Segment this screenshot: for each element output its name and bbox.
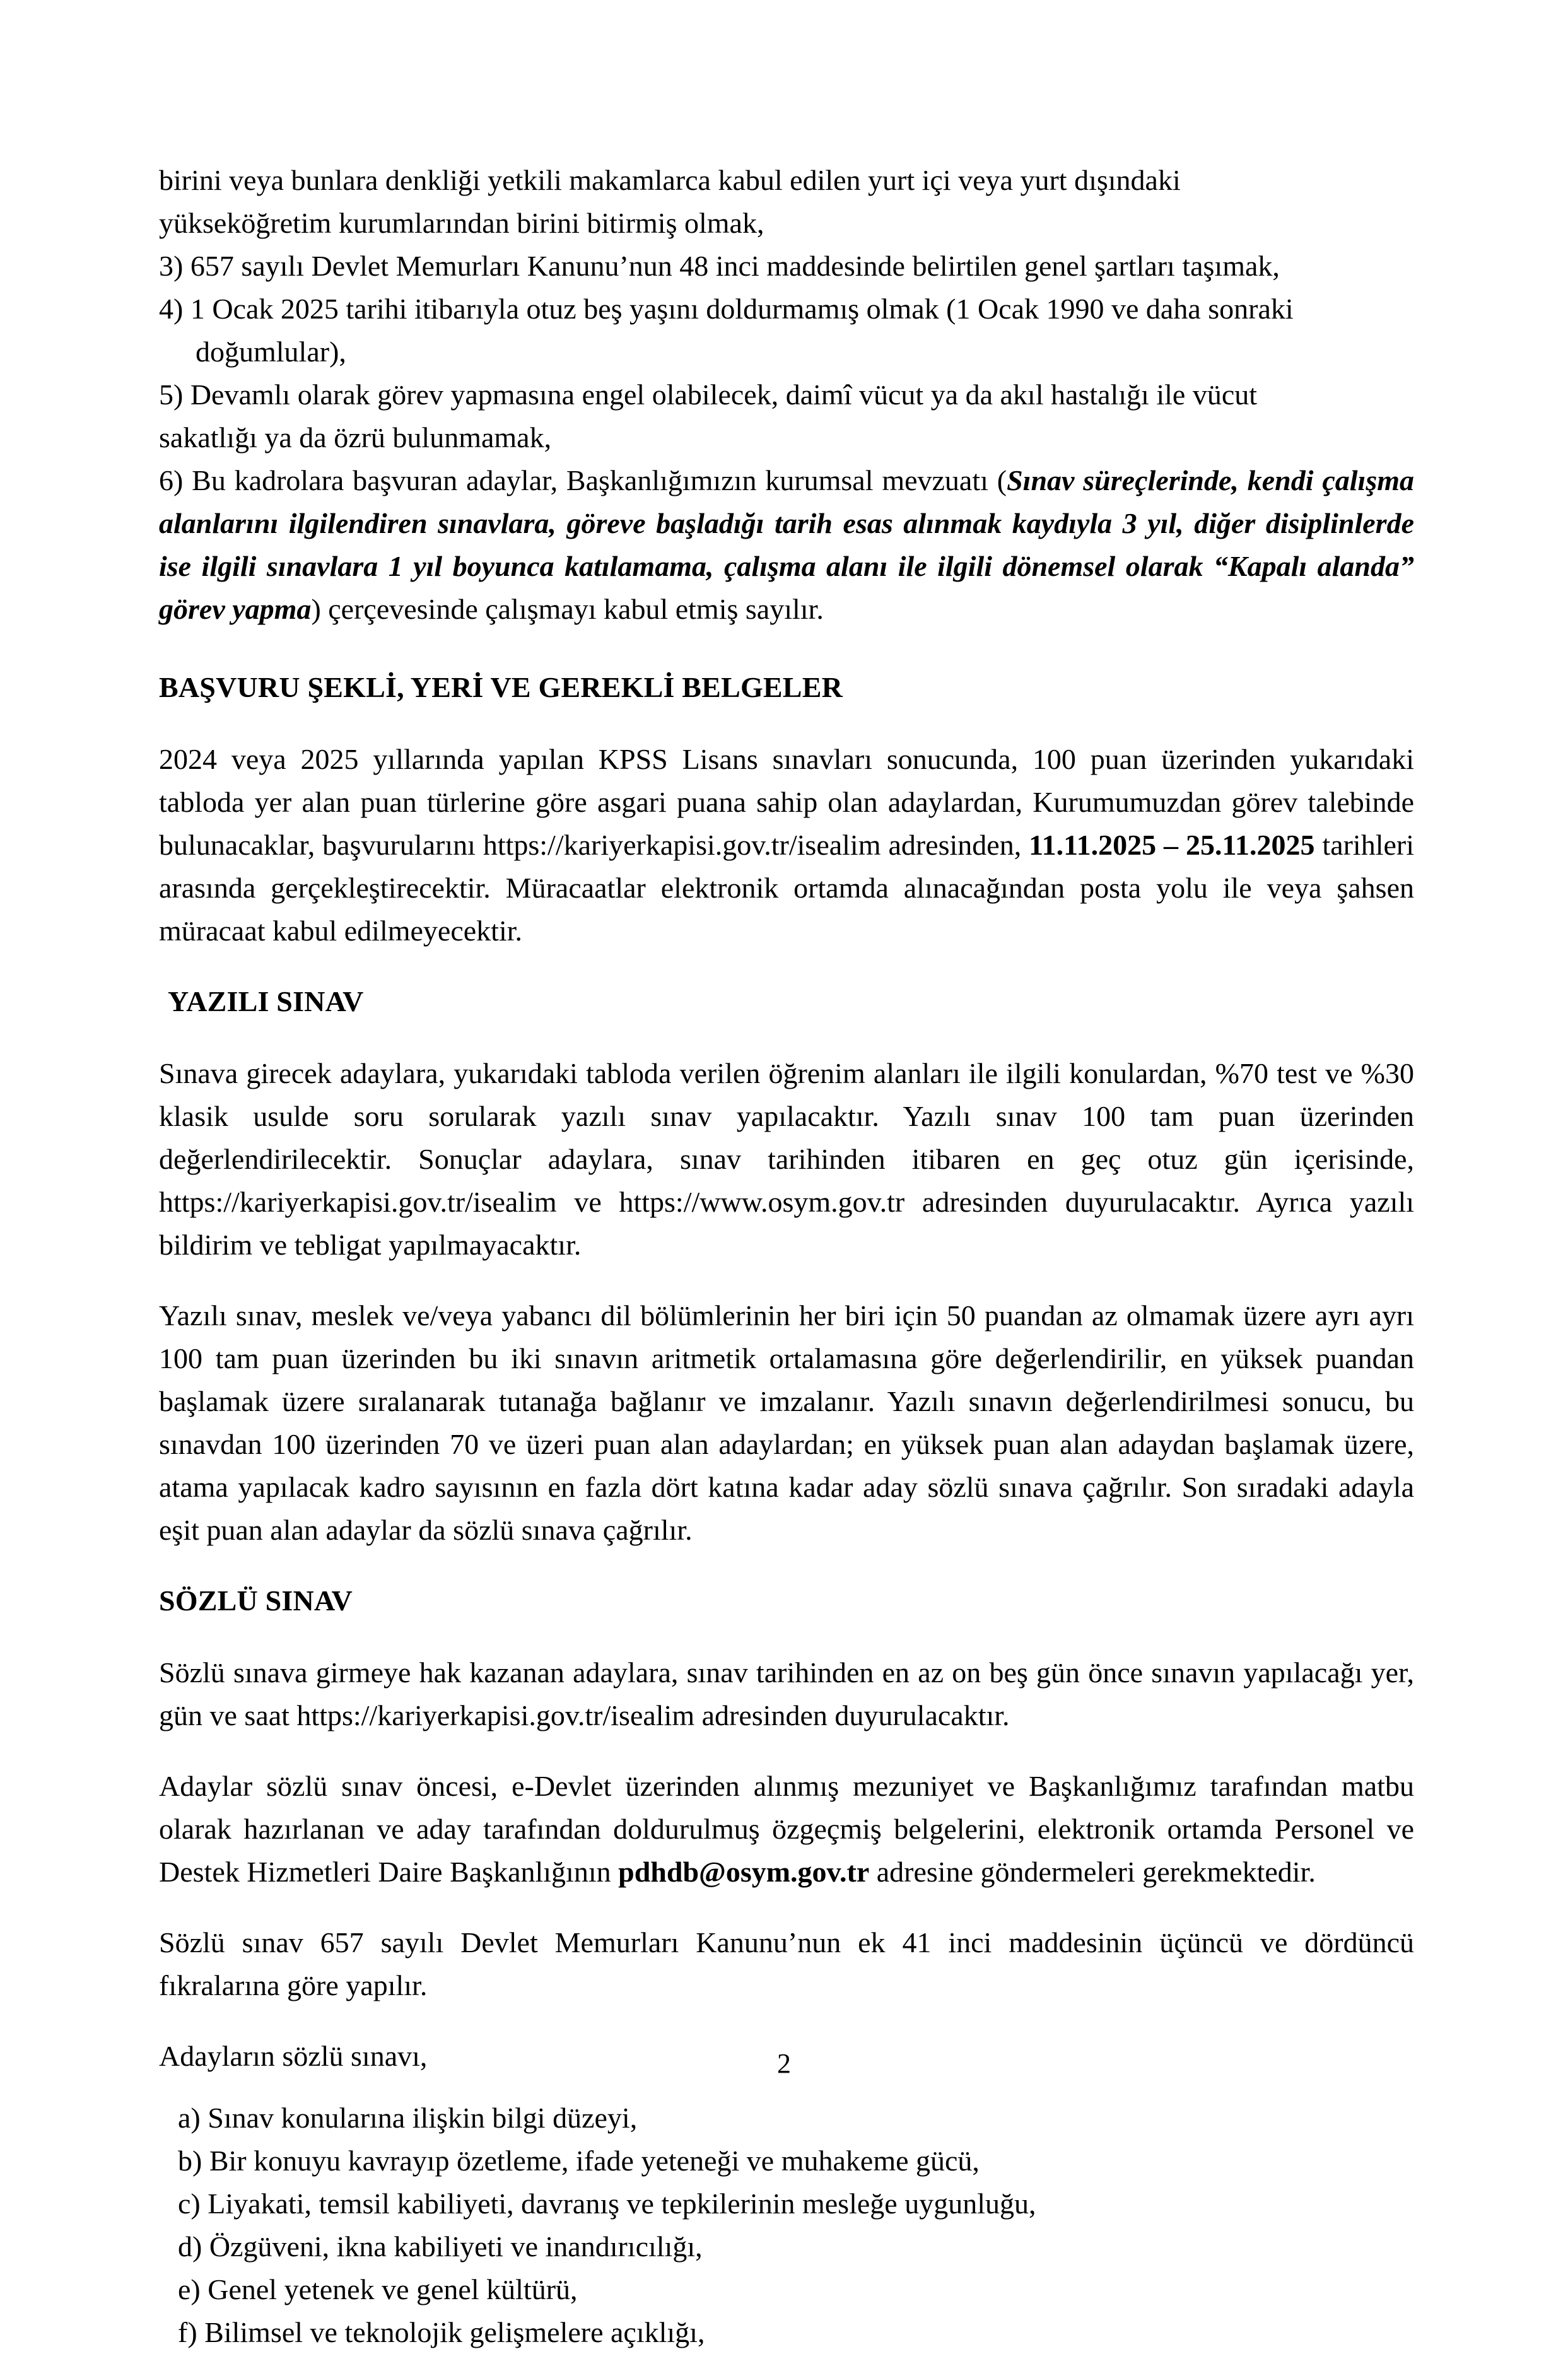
condition-item-6: [159, 459, 1414, 631]
application-date-separator: –: [1156, 829, 1186, 861]
oral-exam-text-part-2: adresine göndermeleri gerekmektedir.: [869, 1856, 1316, 1888]
list-item: d) Özgüveni, ikna kabiliyeti ve inandırıcılığı,: [178, 2230, 703, 2263]
list-item: e) Genel yetenek ve genel kültürü,: [178, 2273, 578, 2305]
application-start-date: 11.11.2025: [1029, 829, 1157, 861]
spacer: [159, 1894, 1414, 1921]
list-item: f) Bilimsel ve teknolojik gelişmelere açıklığı,: [178, 2316, 705, 2348]
heading-written-exam: YAZILI SINAV: [168, 985, 364, 1017]
condition-item-4-line-1: 4) 1 Ocak 2025 tarihi itibarıyla otuz beş yaşını doldurmamış olmak (1 Ocak 1990 ve daha sonraki: [159, 293, 1294, 325]
paragraph-written-exam-1: Sınava girecek adaylara, yukarıdaki tabloda verilen öğrenim alanları ile ilgili konulardan, %70 test ve %30 klasik usulde soru sorularak yazılı sınav yapılacaktır. Yazılı sınav 100 tam puan üzerinden değerlendirilecektir. Sonuçlar adaylara, sınav tarihinden itibaren en geç otuz gün içerisinde, https://kariyerkapisi.gov.tr/isealim ve https://www.osym.gov.tr adresinden duyurulacaktır. Ayrıca yazılı bildirim ve tebligat yapılmayacaktır.: [159, 1057, 1414, 1261]
condition-item-5-line-1: 5) Devamlı olarak görev yapmasına engel olabilecek, daimî vücut ya da akıl hastalığı ile vücut: [159, 378, 1258, 411]
spacer: [159, 1023, 1414, 1052]
spacer: [159, 2078, 1414, 2097]
application-text-part-2: tarihleri arasında gerçekleştirecektir. Müracaatlar elektronik ortamda alınacağından posta yolu ile veya şahsen müracaat kabul edilmeyecektir.: [159, 829, 1415, 947]
spacer: [159, 2007, 1414, 2035]
condition-item-5-line-2: sakatlığı ya da özrü bulunmamak,: [159, 421, 552, 454]
spacer: [159, 1622, 1414, 1651]
oral-exam-criteria-list: [159, 2097, 1414, 2354]
spacer: [159, 1267, 1414, 1294]
condition-item-4-line-2: doğumlular),: [196, 336, 346, 368]
spacer: [159, 1552, 1414, 1579]
oral-exam-text-part-1: Adaylar sözlü sınav öncesi, e-Devlet üzerinden alınmış mezuniyet ve Başkanlığımız tarafından matbu olarak hazırlanan ve aday tarafından doldurulmuş özgeçmiş belgelerini, elektronik ortamda Personel ve Destek Hizmetleri Daire Başkanlığının: [159, 1770, 1414, 1888]
contact-email: pdhdb@osym.gov.tr: [618, 1856, 870, 1888]
spacer: [159, 709, 1414, 738]
spacer: [159, 1737, 1414, 1765]
list-item: a) Sınav konularına ilişkin bilgi düzeyi,: [178, 2102, 638, 2134]
heading-application-method: BAŞVURU ŞEKLİ, YERİ VE GEREKLİ BELGELER: [159, 671, 843, 703]
paragraph-application-details: [159, 738, 1414, 952]
paragraph-oral-exam-3: Sözlü sınav 657 sayılı Devlet Memurları Kanunu’nun ek 41 inci maddesinin üçüncü ve dördüncü fıkralarına göre yapılır.: [159, 1926, 1414, 2001]
condition-item-3: 3) 657 sayılı Devlet Memurları Kanunu’nun 48 inci maddesinde belirtilen genel şartları taşımak,: [159, 250, 1280, 282]
spacer: [159, 631, 1414, 666]
list-item: c) Liyakati, temsil kabiliyeti, davranış ve tepkilerinin mesleğe uygunluğu,: [178, 2187, 1036, 2220]
spacer: [159, 952, 1414, 980]
condition-item-6-prefix: 6) Bu kadrolara başvuran adaylar, Başkanlığımızın kurumsal mevzuatı (: [159, 464, 1007, 496]
list-item: b) Bir konuyu kavrayıp özetleme, ifade yeteneği ve muhakeme gücü,: [178, 2145, 980, 2177]
document-body: [159, 159, 1414, 2354]
condition-continued-line-1: birini veya bunlara denkliği yetkili makamlarca kabul edilen yurt içi veya yurt dışındaki: [159, 164, 1181, 196]
paragraph-oral-exam-1: Sözlü sınava girmeye hak kazanan adaylara, sınav tarihinden en az on beş gün önce sınavın yapılacağı yer, gün ve saat https://kariyerkapisi.gov.tr/isealim adresinden duyurulacaktır.: [159, 1656, 1414, 1731]
application-end-date: 25.11.2025: [1186, 829, 1315, 861]
paragraph-oral-exam-4: Adayların sözlü sınavı,: [159, 2040, 428, 2072]
paragraph-oral-exam-2: [159, 1765, 1414, 1894]
condition-item-6-italic: Sınav süreçlerinde, kendi çalışma alanlarını ilgilendiren sınavlara, göreve başladığı tarih esas alınmak kaydıyla 3 yıl, diğer disiplinlerde ise ilgili sınavlara 1 yıl boyunca katılamama, çalışma alanı ile ilgili dönemsel olarak “Kapalı alanda” görev yapma: [159, 464, 1414, 625]
page-number: 2: [777, 2048, 791, 2079]
paragraph-written-exam-2: Yazılı sınav, meslek ve/veya yabancı dil bölümlerinin her biri için 50 puandan az olmamak üzere ayrı ayrı 100 tam puan üzerinden bu iki sınavın aritmetik ortalamasına göre değerlendirilir, en yüksek puandan başlamak üzere sıralanarak tutanağa bağlanır ve imzalanır. Yazılı sınavın değerlendirilmesi sonucu, bu sınavdan 100 üzerinden 70 ve üzeri puan alan adaylardan; en yüksek puan alan adaydan başlamak üzere, atama yapılacak kadro sayısının en fazla dört katına kadar aday sözlü sınava çağrılır. Son sıradaki adayla eşit puan alan adaylar da sözlü sınava çağrılır.: [159, 1299, 1414, 1546]
heading-oral-exam: SÖZLÜ SINAV: [159, 1584, 353, 1617]
condition-item-6-suffix: ) çerçevesinde çalışmayı kabul etmiş sayılır.: [311, 593, 824, 625]
condition-continued-line-2: yükseköğretim kurumlarından birini bitirmiş olmak,: [159, 207, 764, 239]
application-text-part-1: 2024 veya 2025 yıllarında yapılan KPSS Lisans sınavları sonucunda, 100 puan üzerinden yukarıdaki tabloda yer alan puan türlerine göre asgari puana sahip olan adaylardan, Kurumumuzdan görev talebinde bulunacaklar, başvurularını https://kariyerkapisi.gov.tr/isealim adresinden,: [159, 743, 1414, 861]
